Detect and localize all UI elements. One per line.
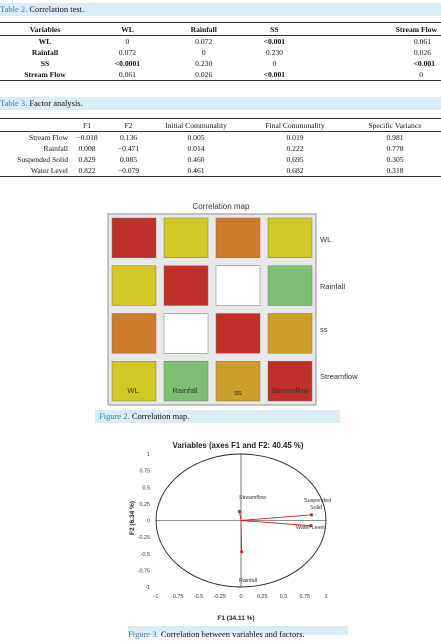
correlation-cell [164,266,208,306]
table-row [0,47,441,58]
x-tick-label: -0.5 [193,594,204,600]
row-header: Stream Flow [28,133,68,142]
table3-caption [0,97,441,110]
table-cell: <0.001 [413,59,435,68]
x-tick-label: 0 [239,594,243,600]
table-cell: 0.981 [386,133,404,142]
correlation-cell [268,361,312,401]
table-row [0,58,441,69]
header-cell: Rainfall [165,23,243,36]
correlation-cell [268,266,312,306]
table-header-row [0,119,441,132]
table-cell: −0.079 [106,165,151,177]
table-cell: 0.019 [286,133,304,142]
table-cell: 0.695 [286,155,304,164]
table-cell: 0 [201,48,206,57]
x-tick-label: 0.5 [279,594,288,600]
correlation-test-table [0,22,441,81]
row-header: Suspended Solid [17,155,68,164]
table-cell: 0.061 [413,37,431,46]
table2-caption [0,3,441,16]
table3-caption-label: Table 3. [0,98,28,108]
header-cell: F2 [106,119,151,132]
table-cell: 0.014 [187,144,205,153]
header-cell: Specific Variance [349,119,441,132]
figure2-caption-label: Figure 2. [99,411,130,421]
correlation-cell [216,266,260,306]
header-cell [0,119,68,132]
table-cell: 0.008 [78,144,96,153]
table-cell: 0.026 [165,69,243,81]
row-header: Rainfall [43,144,68,153]
table-header-row [0,23,441,36]
header-cell: F1 [68,119,106,132]
correlation-cell [164,314,208,354]
point-label-water-level: Water Level [296,525,325,531]
row-label: Rainfall [320,282,346,291]
table-cell: 0.460 [187,155,205,164]
point-label-solid: Solid [310,505,322,511]
table-row [0,36,441,48]
table-cell: −0.018 [76,133,98,142]
x-axis-label: F1 (34.11 %) [217,615,255,622]
correlation-cell [164,361,208,401]
correlation-cell [268,218,312,258]
variable-point [238,510,241,513]
correlation-map [105,200,358,408]
col-label: Rainfall [172,386,198,395]
y-tick-label: 0.75 [139,468,150,475]
correlation-cell [112,218,156,258]
table-cell: 0.305 [386,155,404,164]
row-header: Rainfall [31,48,59,57]
correlation-map-title: Correlation map [192,202,250,211]
table-cell: 0.230 [265,48,283,57]
header-cell: WL [90,23,165,36]
y-tick-label: 0.5 [142,485,150,492]
table-cell: 0 [272,59,277,68]
row-label: ss [320,325,328,334]
table-cell: 0.829 [78,155,96,164]
table-cell: 0 [306,69,441,81]
table-row [0,143,441,154]
table-cell: 0.136 [119,133,138,142]
header-cell: SS [243,23,307,36]
correlation-cell [216,314,260,354]
table-row [0,132,441,144]
header-cell: Variables [0,23,90,36]
x-tick-label: 0.25 [257,594,268,600]
row-header: Water Level [0,165,68,177]
y-axis-label: F2 (6.34 %) [129,501,136,535]
correlation-cell [268,314,312,354]
point-label-streamflow: Streamflow [239,495,266,501]
table-cell: <0.001 [263,37,286,46]
table-cell: 0.072 [118,48,136,57]
table-cell: <0.001 [243,69,307,81]
row-label: WL [320,235,332,244]
y-tick-label: -0.75 [137,568,150,575]
table-cell: 0.682 [241,165,349,177]
correlation-cell [112,361,156,401]
correlation-cell [216,218,260,258]
y-tick-label: 0.25 [139,501,150,508]
table-cell: 0.822 [68,165,106,177]
header-cell: Initial Communality [151,119,241,132]
table-row [0,69,441,81]
y-tick-label: -0.25 [137,535,150,542]
variable-point [310,513,313,516]
col-label: ss [234,388,242,397]
table-cell: 0.085 [119,155,138,164]
point-label-suspended: Suspended [304,498,332,504]
table-cell: 0.461 [151,165,241,177]
header-cell: Stream Flow [306,23,441,36]
table-cell: 0.005 [187,133,205,142]
y-tick-label: -0.5 [140,551,150,558]
row-header: SS [40,59,50,68]
table-cell: 0.026 [413,48,431,57]
point-label-rainfall: Rainfall [239,578,257,584]
figure3-caption [128,626,348,639]
figure2-caption-text: Correlation map. [129,411,190,421]
x-tick-label: 1 [324,594,328,600]
correlation-cell [112,314,156,354]
table-cell: 0.072 [195,37,213,46]
y-tick-label: -1 [145,585,150,591]
table-cell: 0.230 [195,59,213,68]
table-cell: 0.318 [349,165,441,177]
table-row [0,165,441,177]
header-cell: Final Communality [241,119,349,132]
table2-caption-label: Table 2. [0,4,28,14]
table-cell: <0.0001 [114,59,141,68]
table-row [0,154,441,165]
x-tick-label: -1 [153,594,159,600]
x-tick-label: -0.75 [171,594,184,600]
figure2-caption [95,410,340,423]
row-label: Streamflow [320,372,358,381]
table2-caption-text: Correlation test. [27,4,85,14]
table-cell: 0.778 [386,144,404,153]
row-header: WL [38,37,52,46]
table3-caption-text: Factor analysis. [27,98,83,108]
factor-analysis-table [0,118,441,177]
chart-title: Variables (axes F1 and F2: 40.45 %) [172,441,304,450]
table-cell: 0.061 [90,69,165,81]
x-tick-label: 0.75 [299,594,310,600]
figure3-caption-text: Correlation between variables and factors. [158,629,305,639]
table-cell: 0.222 [286,144,304,153]
variables-chart [128,440,338,622]
y-tick-label: 0 [147,518,150,525]
col-label: Streamflow [271,386,309,395]
table-cell: −0.471 [117,144,140,153]
variable-point [240,550,243,553]
y-tick-label: 1 [147,452,150,458]
correlation-cell [164,218,208,258]
correlation-cell [112,266,156,306]
row-header: Stream Flow [0,69,90,81]
table-cell: 0 [125,37,130,46]
figure3-caption-label: Figure 3. [128,629,159,639]
x-tick-label: -0.25 [213,594,226,600]
variable-vector [241,515,311,521]
col-label: WL [127,386,139,395]
